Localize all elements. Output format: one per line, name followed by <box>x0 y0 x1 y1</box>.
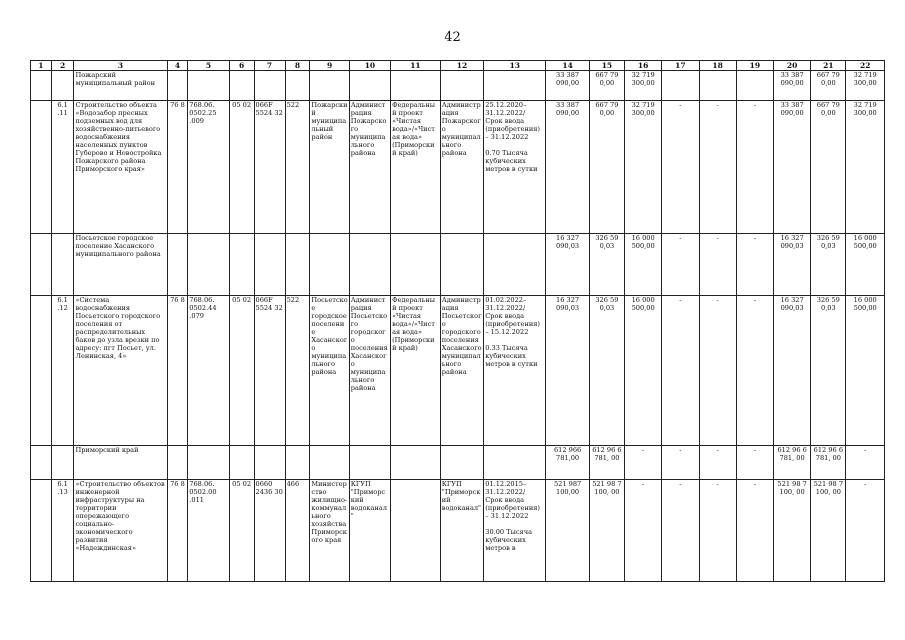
table-cell-col-9 <box>310 71 349 101</box>
table-cell-col-2 <box>51 234 74 296</box>
column-header-21: 21 <box>811 61 846 71</box>
table-cell-col-19: - <box>736 480 773 582</box>
table-row <box>31 71 885 101</box>
table-cell-col-7: 066F 5524 32 <box>254 296 285 446</box>
column-header-22: 22 <box>846 61 885 71</box>
table-cell-col-3: «Строительство объектов инженерной инфраструктуры на территории опережающего социально-экономического развития «Надеждинская» <box>74 480 167 582</box>
table-cell-col-3: Пожарский муниципальный район <box>74 71 167 101</box>
table-cell-col-22: 16 000 500,00 <box>846 296 885 446</box>
table-cell-col-20: 33 387 090,00 <box>774 101 811 234</box>
table-row <box>31 480 885 582</box>
table-cell-col-4 <box>167 234 188 296</box>
table-cell-col-4: 76 8 <box>167 480 188 582</box>
table-cell-col-18: - <box>699 446 736 480</box>
table-cell-col-11: Федеральный проект «Чистая вода»/«Чистая вода» (Приморский край) <box>391 101 441 234</box>
table-cell-col-14: 33 387 090,00 <box>546 71 589 101</box>
table-cell-col-20: 16 327 090,03 <box>774 234 811 296</box>
table-cell-col-18 <box>699 71 736 101</box>
column-header-15: 15 <box>589 61 624 71</box>
table-cell-col-3: Приморский край <box>74 446 167 480</box>
table-cell-col-1 <box>31 480 52 582</box>
table-cell-col-1 <box>31 101 52 234</box>
table-cell-col-21: 612 96 6 781, 00 <box>811 446 846 480</box>
header-row <box>31 61 885 71</box>
table-cell-col-2: 6.1 .13 <box>51 480 74 582</box>
table-cell-col-12: Администрация Посьетского городского поселения Хасанского муниципального района <box>440 296 483 446</box>
column-header-4: 4 <box>167 61 188 71</box>
table-cell-col-4 <box>167 446 188 480</box>
table-cell-col-15: 612 96 6 781, 00 <box>589 446 624 480</box>
table-cell-col-15: 326 59 0,03 <box>589 296 624 446</box>
table-cell-col-18: - <box>699 234 736 296</box>
table-cell-col-13 <box>484 446 546 480</box>
table-cell-col-22: 32 719 300,00 <box>846 71 885 101</box>
table-cell-col-1 <box>31 234 52 296</box>
table-cell-col-7 <box>254 234 285 296</box>
table-cell-col-15: 326 59 0,03 <box>589 234 624 296</box>
table-cell-col-16: 16 000 500,00 <box>625 296 662 446</box>
column-header-12: 12 <box>440 61 483 71</box>
table-cell-col-19: - <box>736 234 773 296</box>
column-header-17: 17 <box>662 61 699 71</box>
table-cell-col-12: Администрация Пожарского муниципального района <box>440 101 483 234</box>
table-cell-col-10: КГУП "Приморский водоканал" <box>349 480 390 582</box>
table-cell-col-4: 76 8 <box>167 296 188 446</box>
table-cell-col-11 <box>391 480 441 582</box>
table-cell-col-8: 522 <box>285 296 310 446</box>
table-cell-col-12: КГУП "Приморский водоканал" <box>440 480 483 582</box>
table-cell-col-18: - <box>699 480 736 582</box>
table-cell-col-16: - <box>625 446 662 480</box>
table-cell-col-11 <box>391 446 441 480</box>
table-cell-col-9: Министерство жилищно-коммунального хозяйства Приморского края <box>310 480 349 582</box>
table-cell-col-10 <box>349 446 390 480</box>
table-cell-col-17: - <box>662 480 699 582</box>
table-cell-col-16: 32 719 300,00 <box>625 101 662 234</box>
table-cell-col-18: - <box>699 101 736 234</box>
table-cell-col-2: 6.1 .11 <box>51 101 74 234</box>
table-cell-col-5 <box>188 234 229 296</box>
table-cell-col-17: - <box>662 101 699 234</box>
table-cell-col-13 <box>484 234 546 296</box>
table-cell-col-22: 32 719 300,00 <box>846 101 885 234</box>
table-cell-col-3: Посьетское городское поселение Хасанского муниципального района <box>74 234 167 296</box>
table-cell-col-8: 466 <box>285 480 310 582</box>
column-header-2: 2 <box>51 61 74 71</box>
table-cell-col-14: 33 387 090,00 <box>546 101 589 234</box>
table-cell-col-8 <box>285 234 310 296</box>
column-header-6: 6 <box>229 61 254 71</box>
table-cell-col-13: 01.02.2022– 31.12.2022/ Срок ввода (приобретения) – 15.12.2022 0.33 Тысяча кубических метров в сутки <box>484 296 546 446</box>
table-cell-col-6 <box>229 446 254 480</box>
table-cell-col-17: - <box>662 234 699 296</box>
table-cell-col-7: 066F 5524 32 <box>254 101 285 234</box>
column-header-7: 7 <box>254 61 285 71</box>
table-cell-col-12 <box>440 446 483 480</box>
table-cell-col-5: 768.06. 0502.25 .009 <box>188 101 229 234</box>
table-cell-col-10 <box>349 71 390 101</box>
table-cell-col-9 <box>310 446 349 480</box>
table-cell-col-20: 16 327 090,03 <box>774 296 811 446</box>
table-cell-col-8: 522 <box>285 101 310 234</box>
column-header-13: 13 <box>484 61 546 71</box>
table-cell-col-11 <box>391 234 441 296</box>
budget-table <box>30 60 885 582</box>
table-cell-col-14: 16 327 090,03 <box>546 234 589 296</box>
table-row <box>31 234 885 296</box>
table-cell-col-6 <box>229 234 254 296</box>
column-header-8: 8 <box>285 61 310 71</box>
table-cell-col-15: 667 79 0,00 <box>589 101 624 234</box>
table-cell-col-5 <box>188 446 229 480</box>
table-cell-col-7 <box>254 71 285 101</box>
table-cell-col-21: 521 98 7 100, 00 <box>811 480 846 582</box>
table-row <box>31 446 885 480</box>
table-cell-col-14: 521 987 100,00 <box>546 480 589 582</box>
table-cell-col-14: 612 966 781,00 <box>546 446 589 480</box>
table-cell-col-16: - <box>625 480 662 582</box>
table-cell-col-15: 521 98 7 100, 00 <box>589 480 624 582</box>
table-body <box>31 71 885 582</box>
table-cell-col-7: 0660 2436 30 <box>254 480 285 582</box>
column-header-1: 1 <box>31 61 52 71</box>
table-cell-col-20: 612 96 6 781, 00 <box>774 446 811 480</box>
table-cell-col-11 <box>391 71 441 101</box>
column-header-18: 18 <box>699 61 736 71</box>
table-cell-col-9: Пожарский муниципальный район <box>310 101 349 234</box>
table-cell-col-10 <box>349 234 390 296</box>
column-header-3: 3 <box>74 61 167 71</box>
table-row <box>31 101 885 234</box>
table-cell-col-10: Администрация Пожарского муниципального района <box>349 101 390 234</box>
column-header-14: 14 <box>546 61 589 71</box>
table-cell-col-22: 16 000 500,00 <box>846 234 885 296</box>
table-cell-col-7 <box>254 446 285 480</box>
table-cell-col-1 <box>31 296 52 446</box>
table-cell-col-13: 25.12.2020– 31.12.2022/ Срок ввода (приобретения) – 31.12.2022 0.70 Тысяча кубических метров в сутки <box>484 101 546 234</box>
table-cell-col-17: - <box>662 446 699 480</box>
table-cell-col-21: 326 59 0,03 <box>811 296 846 446</box>
table-cell-col-12 <box>440 71 483 101</box>
column-header-11: 11 <box>391 61 441 71</box>
table-cell-col-5: 768.06. 0502.00 .011 <box>188 480 229 582</box>
table-cell-col-5: 768.06. 0502.44 .079 <box>188 296 229 446</box>
table-cell-col-5 <box>188 71 229 101</box>
column-header-10: 10 <box>349 61 390 71</box>
column-header-19: 19 <box>736 61 773 71</box>
column-header-5: 5 <box>188 61 229 71</box>
table-cell-col-22: - <box>846 446 885 480</box>
table-cell-col-11: Федеральный проект «Чистая вода»/«Чистая вода» (Приморский край) <box>391 296 441 446</box>
table-cell-col-1 <box>31 71 52 101</box>
table-cell-col-12 <box>440 234 483 296</box>
table-cell-col-4 <box>167 71 188 101</box>
table-cell-col-17: - <box>662 296 699 446</box>
table-cell-col-14: 16 327 090,03 <box>546 296 589 446</box>
table-cell-col-13 <box>484 71 546 101</box>
table-cell-col-4: 76 8 <box>167 101 188 234</box>
table-cell-col-17 <box>662 71 699 101</box>
table-cell-col-6: 05 02 <box>229 101 254 234</box>
page-number: 42 <box>444 30 461 45</box>
table-cell-col-9 <box>310 234 349 296</box>
table-cell-col-19: - <box>736 296 773 446</box>
table-cell-col-6: 05 02 <box>229 480 254 582</box>
table-cell-col-16: 16 000 500,00 <box>625 234 662 296</box>
table-cell-col-8 <box>285 71 310 101</box>
table-cell-col-19 <box>736 71 773 101</box>
table-cell-col-20: 33 387 090,00 <box>774 71 811 101</box>
table-cell-col-3: «Система водоснабжения Посьетского городского поселения от распределительных баков до узла врезки по адресу: пгт Посьет, ул. Ленинская, 4» <box>74 296 167 446</box>
table-cell-col-8 <box>285 446 310 480</box>
column-header-20: 20 <box>774 61 811 71</box>
table-cell-col-1 <box>31 446 52 480</box>
table-cell-col-2 <box>51 446 74 480</box>
table-cell-col-22: - <box>846 480 885 582</box>
table-cell-col-13: 01.12.2015– 31.12.2022/ Срок ввода (приобретения) – 31.12.2022 30.00 Тысяча кубических метров в <box>484 480 546 582</box>
table-cell-col-18: - <box>699 296 736 446</box>
table-cell-col-21: 667 79 0,00 <box>811 101 846 234</box>
table-cell-col-20: 521 98 7 100, 00 <box>774 480 811 582</box>
column-header-16: 16 <box>625 61 662 71</box>
table-cell-col-2 <box>51 71 74 101</box>
table-cell-col-21: 667 79 0,00 <box>811 71 846 101</box>
table-cell-col-19: - <box>736 446 773 480</box>
table-cell-col-10: Администрация Посьетского городского поселения Хасанского муниципального района <box>349 296 390 446</box>
table-cell-col-19: - <box>736 101 773 234</box>
table-cell-col-21: 326 59 0,03 <box>811 234 846 296</box>
table-cell-col-6: 05 02 <box>229 296 254 446</box>
table-cell-col-6 <box>229 71 254 101</box>
table-cell-col-16: 32 719 300,00 <box>625 71 662 101</box>
table-row <box>31 296 885 446</box>
table-cell-col-15: 667 79 0,00 <box>589 71 624 101</box>
table-cell-col-9: Посьетское городское поселение Хасанского муниципального района <box>310 296 349 446</box>
column-header-9: 9 <box>310 61 349 71</box>
table-cell-col-3: Строительство объекта «Водозабор пресных подземных вод для хозяйственно-питьевого водоснабжения населенных пунктов Губерово и Новостройка Пожарского района Приморского края» <box>74 101 167 234</box>
table-cell-col-2: 6.1 .12 <box>51 296 74 446</box>
